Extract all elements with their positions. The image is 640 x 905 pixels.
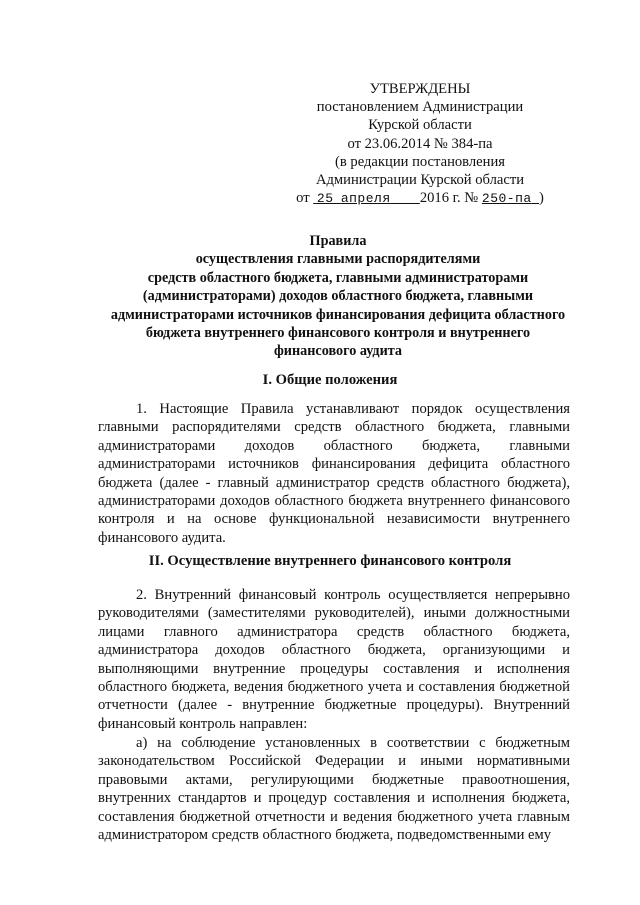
title-line: бюджета внутреннего финансового контроля и внутреннего xyxy=(145,325,531,342)
title-line: Правила xyxy=(309,233,367,249)
paragraph-1: 1. Настоящие Правила устанавливают порядок осуществления главными распорядителями средств областного бюджета, главными администраторами доходов областного бюджета, главными администраторами источников финансирования дефицита областного бюджета (далее - главный администратор средств областного бюджета), администраторами доходов областного бюджета внутреннего финансового контроля и на основе функциональной независимости внутреннего финансового аудита. xyxy=(98,401,570,546)
approval-title: УТВЕРЖДЕНЫ xyxy=(369,81,471,97)
approval-stamp xyxy=(270,80,570,208)
approval-date-line xyxy=(270,189,570,208)
decree-number-field: 250-па xyxy=(481,191,532,207)
date-day-field: 25 апреля xyxy=(316,191,391,207)
approval-line: от 23.06.2014 № 384-па xyxy=(347,135,493,152)
date-year: 2016 г. № xyxy=(419,190,479,207)
date-prefix: от xyxy=(296,190,310,207)
paragraph-2: 2. Внутренний финансовый контроль осуществляется непрерывно руководителями (заместителями руководителей), иными должностными лицами главного администратора средств областного бюджета, администратора доходов областного бюджета, организующими и выполняющими внутренние процедуры составления и исполнения областного бюджета, ведения бюджетного учета и составления бюджетной отчетности (далее - внутренние бюджетные процедуры). Внутренний финансовый контроль направлен: xyxy=(98,587,570,732)
title-line: осуществления главными распорядителями xyxy=(195,251,481,268)
section-heading: II. Осуществление внутреннего финансового контроля xyxy=(148,553,512,569)
approval-line: Администрации Курской области xyxy=(315,172,525,189)
approval-line: Курской области xyxy=(368,117,472,134)
title-line: средств областного бюджета, главными администраторами xyxy=(147,269,529,286)
date-close: ) xyxy=(539,190,544,207)
approval-line: (в редакции постановления xyxy=(335,153,505,170)
title-line: администраторами источников финансирования дефицита областного xyxy=(110,306,566,323)
document-title xyxy=(98,232,578,361)
paragraph-2a: а) на соблюдение установленных в соответствии с бюджетным законодательством Российской Федерации и иными нормативными правовыми актами, регулирующими бюджетные правоотношения, внутренних стандартов и процедур составления и исполнения бюджета, составления бюджетной отчетности и ведения бюджетного учета главным администратором средств областного бюджета, подведомственными ему xyxy=(98,735,570,844)
section-heading: I. Общие положения xyxy=(262,372,398,388)
title-line: финансового аудита xyxy=(273,343,403,360)
title-line: (администраторами) доходов областного бюджета, главными xyxy=(142,288,534,305)
approval-line: постановлением Администрации xyxy=(316,99,524,116)
